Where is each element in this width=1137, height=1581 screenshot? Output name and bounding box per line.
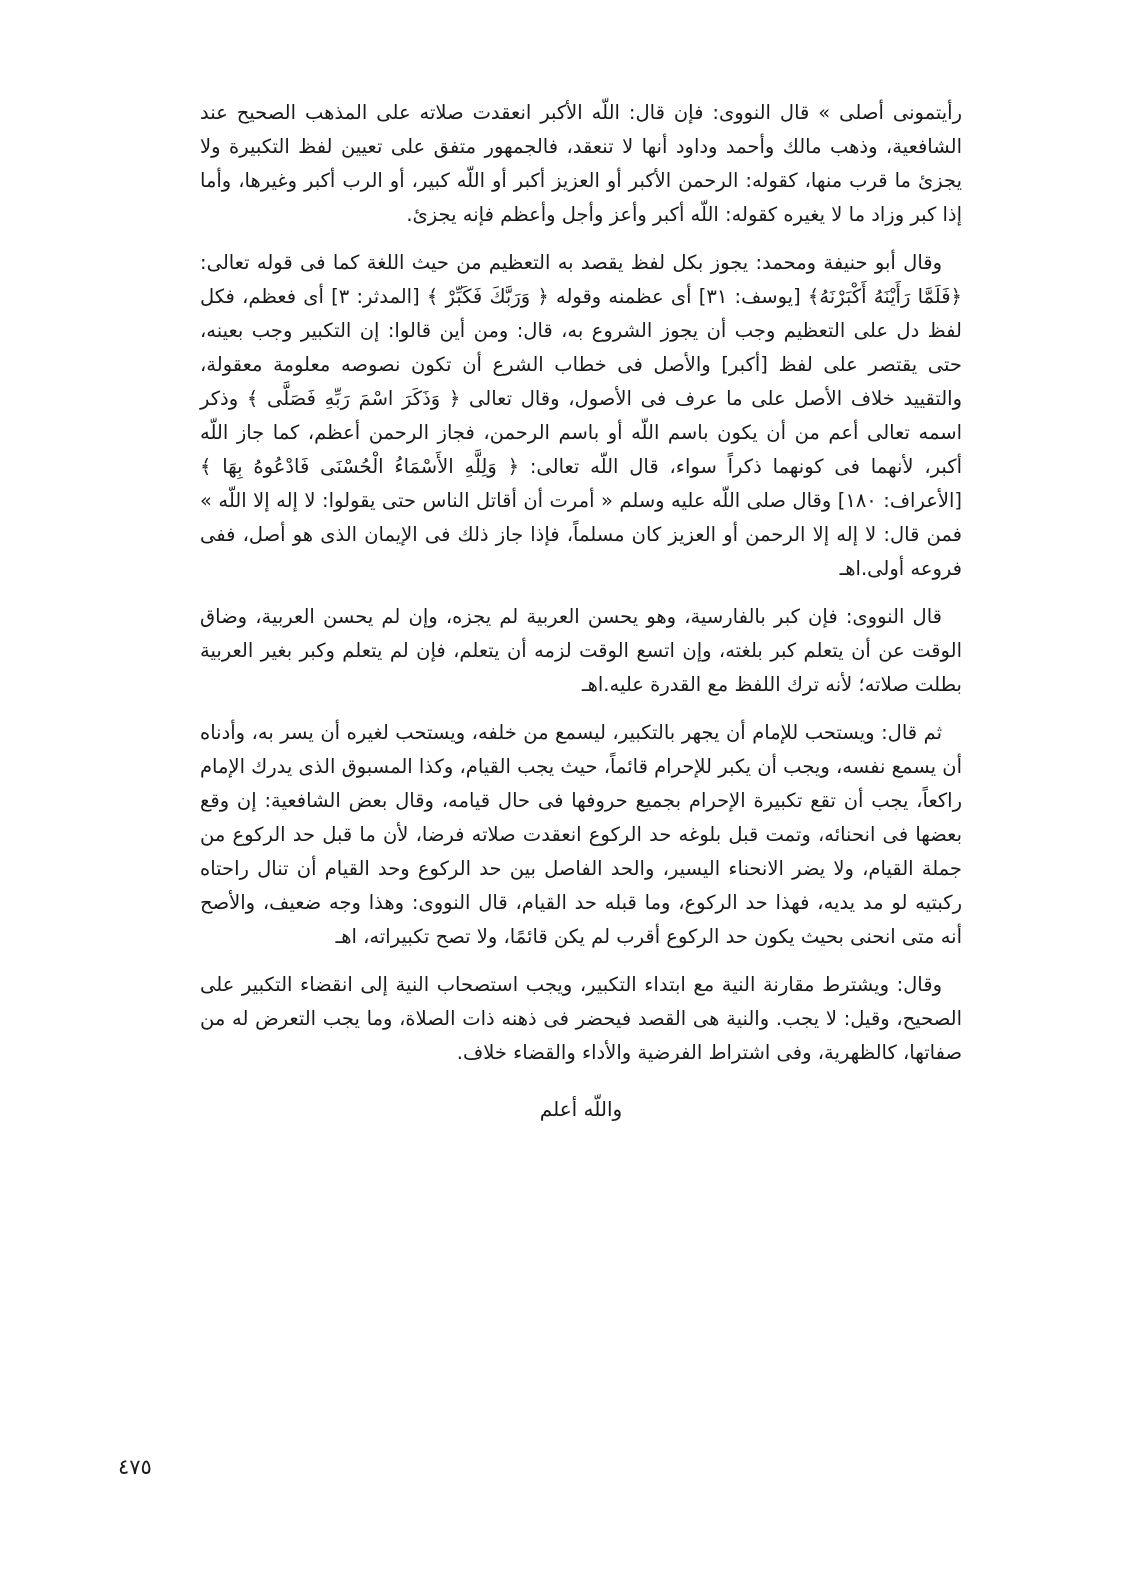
- paragraph-3: قال النووى: فإن كبر بالفارسية، وهو يحسن العربية لم يجزه، وإن لم يحسن العربية، وضاق الوقت عن أن يتعلم كبر بلغته، وإن اتسع الوقت لزمه أن يتعلم، فإن لم يتعلم وكبر بغير العربية بطلت صلاته؛ لأنه ترك اللفظ مع القدرة عليه.اهـ: [200, 605, 962, 696]
- body-text: [200, 96, 962, 1126]
- page-number: ٤٧٥: [118, 1455, 152, 1479]
- paragraph-2: وقال أبو حنيفة ومحمد: يجوز بكل لفظ يقصد به التعظيم من حيث اللغة كما فى قوله تعالى: ﴿فَلَمَّا رَأَيْنَهُ أَكْبَرْنَهُ﴾ [يوسف: ٣١] أى عظمنه وقوله ﴿ وَرَبَّكَ فَكَبِّرْ ﴾ [المدثر: ٣] أى فعظم، فكل لفظ دل على التعظيم وجب أن يجوز الشروع به، قال: ومن أين قالوا: إن التكبير وجب بعينه، حتى يقتصر على لفظ [أكبر] والأصل فى خطاب الشرع أن تكون نصوصه معلومة معقولة، والتقييد خلاف الأصل على ما عرف فى الأصول، وقال تعالى ﴿ وَذَكَرَ اسْمَ رَبِّهِ فَصَلَّى ﴾ وذكر اسمه تعالى أعم من أن يكون باسم اللّه أو باسم الرحمن، فجاز الرحمن أعظم، كما جاز اللّه أكبر، لأنهما فى كونهما ذكراً سواء، قال اللّه تعالى: ﴿ وَلِلَّهِ الأَسْمَاءُ الْحُسْنَى فَادْعُوهُ بِهَا ﴾ [الأعراف: ١٨٠] وقال صلى اللّه عليه وسلم « أمرت أن أقاتل الناس حتى يقولوا: لا إله إلا اللّه » فمن قال: لا إله إلا الرحمن أو العزيز كان مسلماً، فإذا جاز ذلك فى الإيمان الذى هو أصل، ففى فروعه أولى.اهـ: [200, 251, 962, 580]
- paragraph-4: ثم قال: ويستحب للإمام أن يجهر بالتكبير، ليسمع من خلفه، ويستحب لغيره أن يسر به، وأدناه أن يسمع نفسه، ويجب أن يكبر للإحرام قائماً، حيث يجب القيام، وكذا المسبوق الذى يدرك الإمام راكعاً، يجب أن تقع تكبيرة الإحرام بجميع حروفها فى حال قيامه، وقال بعض الشافعية: إن وقع بعضها فى انحنائه، وتمت قبل بلوغه حد الركوع انعقدت صلاته فرضا، لأن ما قبل حد الركوع من جملة القيام، ولا يضر الانحناء اليسير، والحد الفاصل بين حد الركوع وحد القيام أن تنال راحتاه ركبتيه لو مد يديه، فهذا حد الركوع، وما قبله حد القيام، قال النووى: وهذا وجه ضعيف، والأصح أنه متى انحنى بحيث يكون حد الركوع أقرب لم يكن قائمًا، ولا تصح تكبيراته، اهـ: [199, 721, 962, 948]
- paragraph-5: وقال: ويشترط مقارنة النية مع ابتداء التكبير، ويجب استصحاب النية إلى انقضاء التكبير على الصحيح، وقيل: لا يجب. والنية هى القصد فيحضر فى ذهنه ذات الصلاة، وما يجب التعرض له من صفاتها، كالظهرية، وفى اشتراط الفرضية والأداء والقضاء خلاف.: [200, 973, 962, 1064]
- paragraph-1: رأيتمونى أصلى » قال النووى: فإن قال: اللّه الأكبر انعقدت صلاته على المذهب الصحيح عند الشافعية، وذهب مالك وأحمد وداود أنها لا تنعقد، فالجمهور متفق على تعيين لفظ التكبيرة ولا يجزئ ما قرب منها، كقوله: الرحمن الأكبر أو العزيز أكبر أو اللّه كبير، أو الرب أكبر وغيرها، وأما إذا كبر وزاد ما لا يغيره كقوله: اللّه أكبر وأعز وأجل وأعظم فإنه يجزئ.: [200, 101, 962, 226]
- closing-phrase: واللّه أعلم: [539, 1097, 623, 1121]
